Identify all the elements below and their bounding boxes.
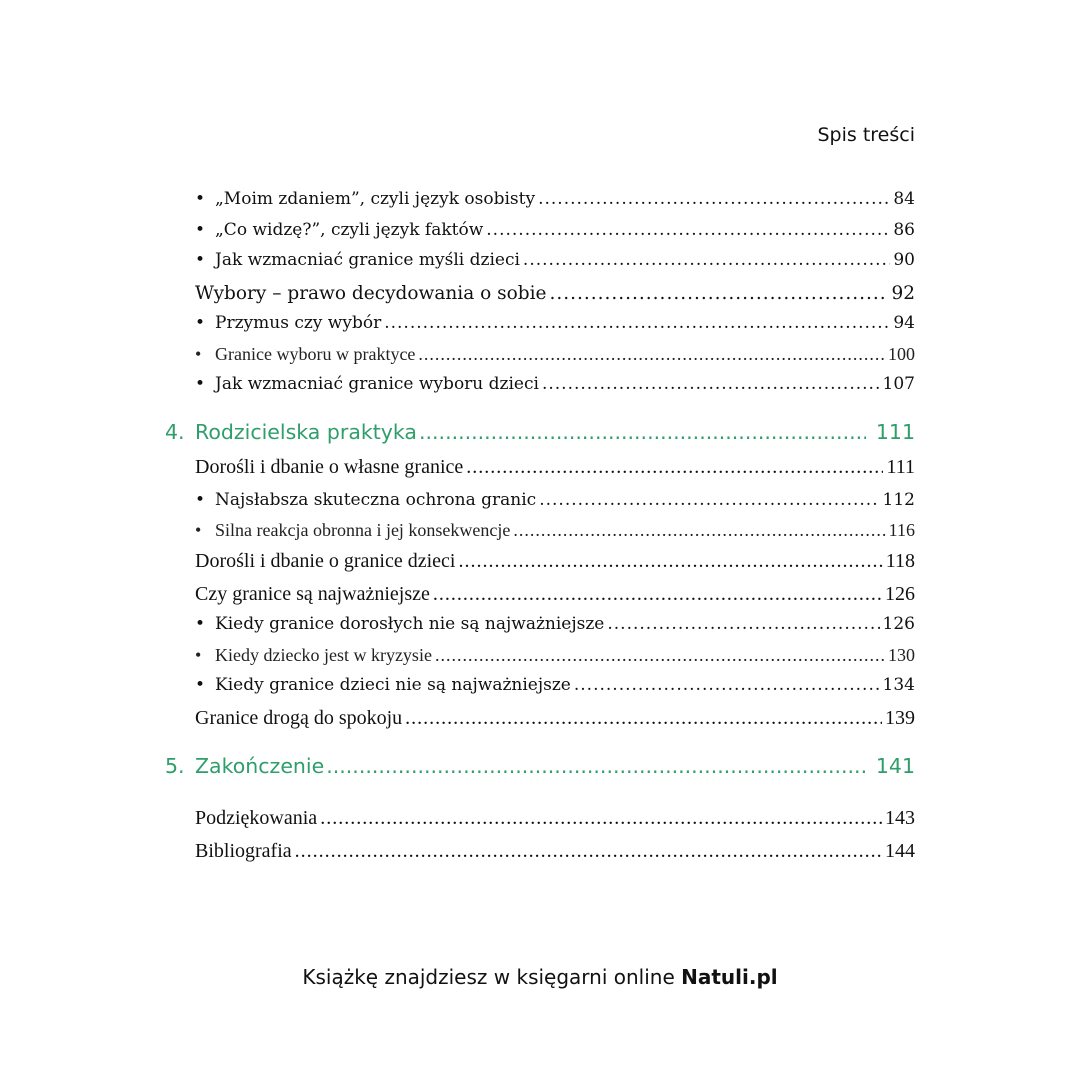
dot-leader	[405, 705, 882, 731]
toc-entry-wzmacniac-wybor[interactable]	[195, 372, 915, 396]
toc-entry-page: 86	[893, 220, 915, 240]
toc-entry-label: Czy granice są najważniejsze	[195, 583, 430, 605]
toc-entry-page: 90	[893, 250, 915, 270]
toc-entry-page: 130	[888, 645, 915, 665]
toc-entry-dorosli-dzieci[interactable]	[195, 548, 915, 574]
toc-entry-label: Najsłabsza skuteczna ochrona granic	[215, 490, 537, 510]
toc-entry-page: 126	[882, 614, 915, 634]
chapter-label: Rodzicielska praktyka	[195, 420, 417, 444]
toc-entry-label: „Co widzę?”, czyli język faktów	[215, 220, 484, 240]
dot-leader	[549, 281, 888, 307]
chapter-label: Zakończenie	[195, 754, 325, 778]
toc-entry-granice-wyboru[interactable]	[195, 342, 915, 366]
toc-entry-spokoj[interactable]	[195, 705, 915, 731]
toc-entry-label: Kiedy granice dorosłych nie są najważniejsze	[215, 614, 605, 634]
toc-entry-label: „Moim zdaniem”, czyli język osobisty	[215, 189, 536, 209]
toc-entry-page: 134	[882, 675, 915, 695]
dot-leader	[435, 643, 885, 667]
toc-entry-label: Bibliografia	[195, 840, 292, 862]
footer-text: Książkę znajdziesz w księgarni online	[302, 965, 682, 989]
toc-entry-label: Jak wzmacniać granice myśli dzieci	[215, 250, 520, 270]
bullet-icon: •	[195, 645, 202, 665]
dot-leader	[433, 581, 882, 607]
toc-entry-label: Podziękowania	[195, 807, 318, 829]
chapter-page: 111	[875, 420, 915, 444]
toc-entry-label: Dorośli i dbanie o własne granice	[195, 456, 464, 478]
dot-leader	[466, 454, 883, 480]
toc-entry-label: Wybory – prawo decydowania o sobie	[195, 283, 547, 304]
toc-entry-page: 126	[885, 583, 915, 605]
footer-note	[0, 965, 1080, 989]
dot-leader	[607, 612, 879, 636]
dot-leader	[295, 838, 882, 864]
page-title: Spis treści	[817, 124, 915, 146]
dot-leader	[538, 187, 890, 211]
toc-entry-label: Silna reakcja obronna i jej konsekwencje	[215, 520, 511, 540]
dot-leader	[326, 752, 866, 780]
toc-entry-label: Jak wzmacniać granice wyboru dzieci	[215, 374, 539, 394]
bullet-icon: •	[195, 313, 206, 333]
toc-entry-granice-dzieci[interactable]	[195, 673, 915, 697]
toc-entry-najslabsza[interactable]	[195, 488, 915, 512]
toc-entry-page: 94	[893, 313, 915, 333]
toc-entry-silna-reakcja[interactable]	[195, 518, 915, 542]
toc-entry-label: Dorośli i dbanie o granice dzieci	[195, 550, 456, 572]
toc-entry-bibliografia[interactable]	[195, 838, 915, 864]
toc-entry-page: 116	[888, 520, 915, 540]
dot-leader	[320, 805, 882, 831]
dot-leader	[458, 548, 882, 574]
dot-leader	[419, 418, 866, 446]
bullet-icon: •	[195, 189, 206, 209]
toc-entry-co-widze[interactable]	[195, 218, 915, 242]
brand-link[interactable]: Natuli.pl	[681, 965, 778, 989]
bullet-icon: •	[195, 374, 206, 394]
toc-entry-label: Kiedy granice dzieci nie są najważniejsze	[215, 675, 571, 695]
toc-entry-page: 111	[886, 456, 915, 478]
toc-entry-przymus[interactable]	[195, 311, 915, 335]
toc-entry-label: Kiedy dziecko jest w kryzysie	[215, 645, 432, 665]
toc-entry-page: 139	[885, 707, 915, 729]
chapter-number: 5.	[165, 754, 185, 778]
toc-entry-label: Granice drogą do spokoju	[195, 707, 403, 729]
toc-entry-label: Przymus czy wybór	[215, 313, 382, 333]
chapter-page: 141	[875, 754, 915, 778]
toc-chapter-5[interactable]	[165, 752, 915, 780]
bullet-icon: •	[195, 614, 206, 634]
toc-entry-podziekowania[interactable]	[195, 805, 915, 831]
bullet-icon: •	[195, 250, 206, 270]
dot-leader	[513, 518, 885, 542]
toc-entry-dorosli-wlasne[interactable]	[195, 454, 915, 480]
dot-leader	[486, 218, 890, 242]
dot-leader	[418, 342, 885, 366]
toc-entry-page: 143	[885, 807, 915, 829]
toc-entry-page: 84	[893, 189, 915, 209]
bullet-icon: •	[195, 675, 206, 695]
bullet-icon: •	[195, 490, 206, 510]
dot-leader	[542, 372, 880, 396]
toc-chapter-4[interactable]	[165, 418, 915, 446]
toc-entry-czy-granice[interactable]	[195, 581, 915, 607]
toc-entry-page: 92	[891, 283, 915, 304]
bullet-icon: •	[195, 520, 202, 540]
dot-leader	[523, 248, 890, 272]
chapter-number: 4.	[165, 420, 185, 444]
toc-entry-moim-zdaniem[interactable]	[195, 187, 915, 211]
toc-entry-granice-mysli[interactable]	[195, 248, 915, 272]
bullet-icon: •	[195, 344, 202, 364]
toc-entry-wybory[interactable]	[195, 281, 915, 307]
toc-entry-page: 118	[885, 550, 915, 572]
toc-entry-page: 112	[882, 490, 915, 510]
toc-entry-page: 144	[885, 840, 915, 862]
toc-entry-kryzys[interactable]	[195, 643, 915, 667]
dot-leader	[384, 311, 890, 335]
toc-entry-granice-doroslych[interactable]	[195, 612, 915, 636]
bullet-icon: •	[195, 220, 206, 240]
toc-entry-label: Granice wyboru w praktyce	[215, 344, 416, 364]
toc-entry-page: 107	[882, 374, 915, 394]
dot-leader	[539, 488, 879, 512]
dot-leader	[574, 673, 880, 697]
toc-entry-page: 100	[888, 344, 915, 364]
